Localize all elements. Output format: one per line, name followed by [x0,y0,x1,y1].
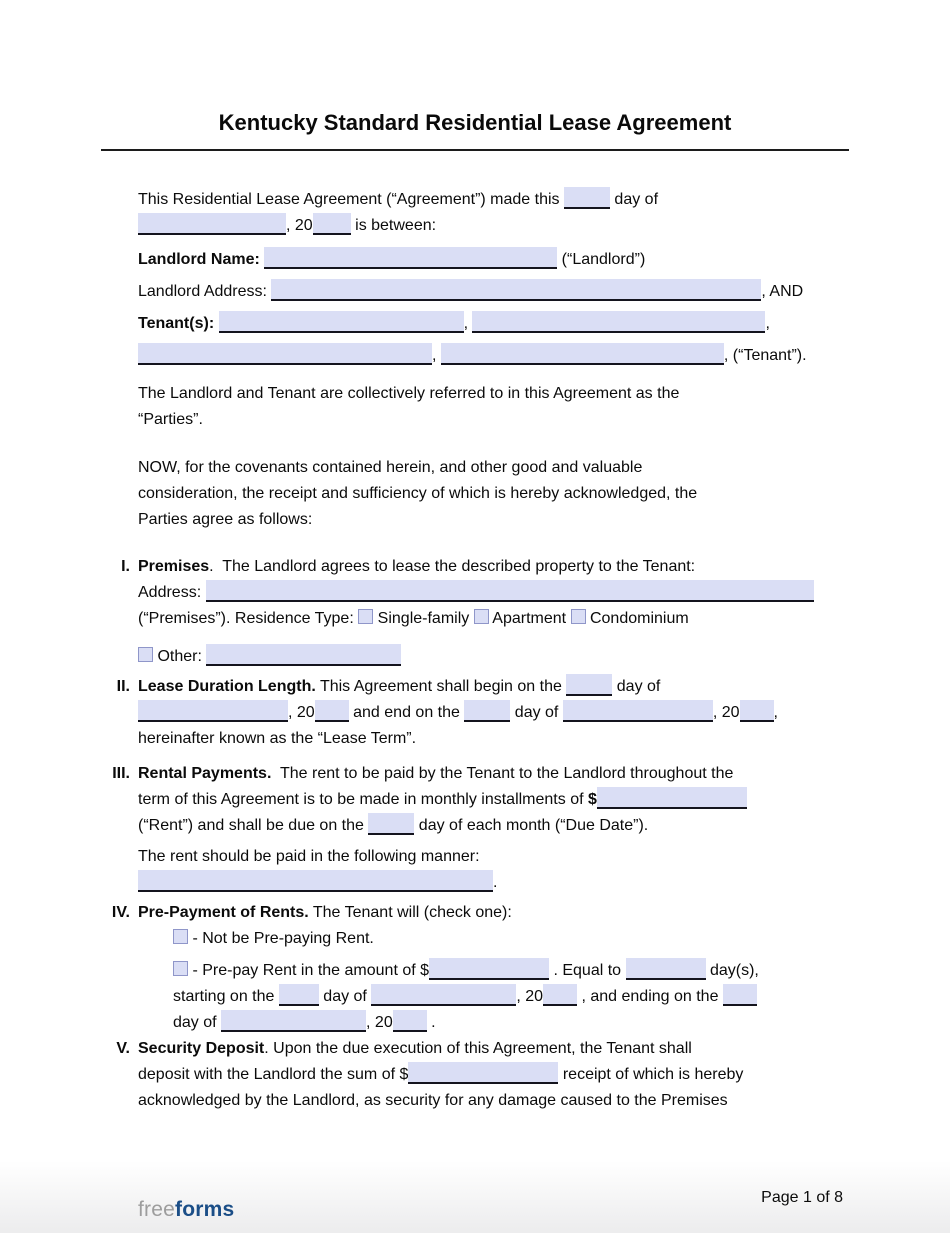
text-line [138,507,950,533]
text-run: (“Rent”) and shall be due on the [138,817,369,834]
text-line [138,674,950,700]
text-line [173,984,950,1010]
text-run: hereinafter known as the “Lease Term”. [138,730,417,747]
text-run: is between: [350,217,437,234]
text-run: acknowledged by the Landlord, as security for any damage caused to the Premises [138,1092,728,1109]
text-run: (“Landlord”) [557,251,646,268]
form-field[interactable] [429,958,549,980]
text-run: day of [318,988,372,1005]
form-field[interactable] [206,580,814,602]
text-line [138,279,950,305]
text-line [138,813,950,839]
form-field[interactable] [597,787,747,809]
text-run: , 20 [366,1014,393,1031]
text-line [173,1010,950,1036]
text-run-bold: Premises [138,558,210,575]
text-line [138,343,950,369]
logo-forms-text: forms [175,1198,235,1221]
text-run: , (“Tenant”). [723,347,807,364]
text-run-bold: Landlord Name: [138,251,265,268]
form-field[interactable] [368,813,414,835]
section-number: II. [116,678,130,695]
form-field[interactable] [626,958,706,980]
text-line [138,554,950,580]
form-field[interactable] [408,1062,558,1084]
text-run-bold: Rental Payments. [138,765,272,782]
checkbox[interactable] [571,609,586,624]
text-run: Condominium [585,610,689,627]
text-line [138,844,950,870]
form-field[interactable] [271,279,761,301]
form-field[interactable] [441,343,724,365]
form-field[interactable] [264,247,557,269]
text-run: consideration, the receipt and sufficiency of which is hereby acknowledged, the [138,485,698,502]
row-other [138,644,950,670]
checkbox[interactable] [474,609,489,624]
text-line [138,481,950,507]
text-run: day of [510,704,563,721]
form-field[interactable] [138,700,288,722]
form-field[interactable] [740,700,774,722]
text-line [138,900,950,926]
text-run: day(s), [705,962,759,979]
logo-free-text: free [138,1198,175,1221]
text-run: This Residential Lease Agreement (“Agreement”) made this [138,191,564,208]
text-line [138,455,950,481]
text-run: term of this Agreement is to be made in monthly installments of [138,791,588,808]
page-title: Kentucky Standard Residential Lease Agreement [218,110,732,135]
form-field[interactable] [472,311,765,333]
text-run: , AND [761,283,804,300]
row-landlord-address [138,279,950,305]
p-parties [138,381,950,433]
p-intro [138,187,950,239]
text-line [138,381,950,407]
text-run: The Landlord and Tenant are collectively referred to in this Agreement as the [138,385,680,402]
text-run: “Parties”. [138,411,203,428]
text-run: starting on the [173,988,279,1005]
text-run: , 20 [288,704,315,721]
text-run: - Not be Pre-paying Rent. [188,930,374,947]
text-run: Landlord Address: [138,283,272,300]
sec-rental-payments [112,761,950,839]
text-run-bold: Tenant(s): [138,315,219,332]
text-line [138,187,950,213]
form-field[interactable] [138,213,286,235]
text-line [138,1062,950,1088]
form-field[interactable] [464,700,510,722]
text-run: . Upon the due execution of this Agreement, the Tenant shall [264,1040,692,1057]
text-run: This Agreement shall begin on the [315,678,567,695]
form-field[interactable] [313,213,351,235]
text-run: day of each month (“Due Date”). [414,817,649,834]
p-rent-manner [138,844,950,896]
text-run: day of [609,191,659,208]
form-field[interactable] [206,644,401,666]
text-run: , [463,315,473,332]
text-run: The Tenant will (check one): [308,904,512,921]
checkbox[interactable] [358,609,373,624]
freeforms-logo [138,1199,234,1221]
section-number: III. [112,765,130,782]
text-run: NOW, for the covenants contained herein, and other good and valuable [138,459,643,476]
p-now [138,455,950,533]
text-line [138,606,950,632]
text-run: . The Landlord agrees to lease the described property to the Tenant: [209,558,696,575]
sec-security-deposit [116,1036,950,1114]
text-line [138,407,950,433]
text-run: Parties agree as follows: [138,511,313,528]
text-run: , 20 [712,704,740,721]
text-run: , [432,347,441,364]
text-run-bold: Lease Duration Length. [138,678,316,695]
form-field[interactable] [138,870,493,892]
text-line [138,726,950,752]
checkbox[interactable] [138,647,153,662]
form-field[interactable] [543,984,577,1006]
text-run: - Pre-pay Rent in the amount of $ [188,962,430,979]
text-line [173,926,950,952]
text-run: , and ending on the [577,988,723,1005]
form-field[interactable] [566,674,612,696]
form-field[interactable] [564,187,610,209]
row-landlord-name [138,247,950,273]
text-line [138,311,950,337]
sec-prepayment [111,900,950,1036]
text-run: (“Premises”). Residence Type: [138,610,359,627]
text-run: Apartment [488,610,571,627]
form-field[interactable] [371,984,516,1006]
text-line [138,700,950,726]
text-line [138,1036,950,1062]
text-run: Single-family [373,610,474,627]
text-run: . [493,874,498,891]
text-run: receipt of which is hereby [558,1066,744,1083]
form-field[interactable] [221,1010,366,1032]
text-run: day of [612,678,661,695]
text-run: The rent should be paid in the following manner: [138,848,480,865]
text-line [138,247,950,273]
text-line [138,870,950,896]
text-run: and end on the [348,704,465,721]
form-field[interactable] [723,984,757,1006]
text-line [173,958,950,984]
form-field[interactable] [219,311,464,333]
text-run: , [773,704,778,721]
text-line [138,580,950,606]
text-line [138,1088,950,1114]
text-line [138,644,950,670]
text-line [138,787,950,813]
text-run: , 20 [516,988,544,1005]
text-run: Other: [153,648,207,665]
sec-premises [121,554,950,632]
text-run: Address: [138,584,206,601]
text-run-bold: Security Deposit [138,1040,265,1057]
section-number: V. [116,1040,130,1057]
page-indicator: Page 1 of 8 [761,1189,843,1206]
text-run: day of [173,1014,222,1031]
page-footer [0,1161,950,1233]
section-number: IV. [111,904,130,921]
form-field[interactable] [138,343,432,365]
text-run: . Equal to [549,962,626,979]
document-body [0,151,950,1114]
text-run: . [426,1014,436,1031]
text-run: The rent to be paid by the Tenant to the Landlord throughout the [271,765,734,782]
sec-lease-duration [116,674,950,752]
text-run: , [765,315,770,332]
text-run: deposit with the Landlord the sum of $ [138,1066,409,1083]
form-field[interactable] [279,984,319,1006]
document-header [0,0,950,151]
section-number: I. [121,558,130,575]
form-field[interactable] [563,700,713,722]
text-run: , 20 [286,217,313,234]
form-field[interactable] [393,1010,427,1032]
text-line [138,761,950,787]
row-tenants [138,311,950,369]
form-field[interactable] [315,700,349,722]
checkbox[interactable] [173,929,188,944]
text-line [138,213,950,239]
text-run-bold: $ [587,791,597,808]
text-run-bold: Pre-Payment of Rents. [138,904,309,921]
checkbox[interactable] [173,961,188,976]
